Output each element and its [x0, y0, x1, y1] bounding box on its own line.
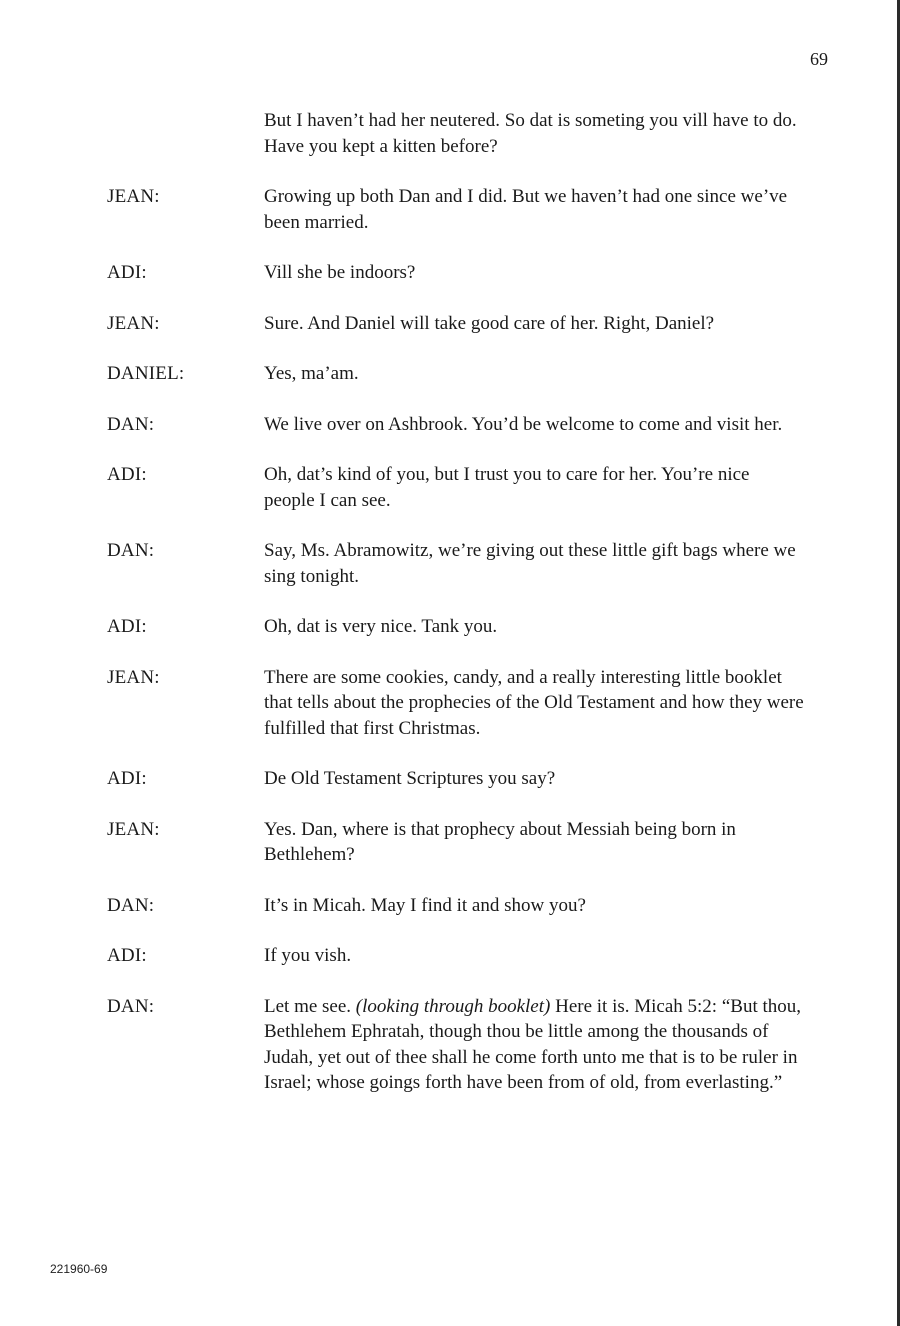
speaker-name: ADI:: [107, 616, 147, 637]
speaker-name: ADI:: [107, 262, 147, 283]
speaker-name: ADI:: [107, 464, 147, 485]
speaker-name: ADI:: [107, 768, 147, 789]
dialogue-line: But I haven’t had her neutered. So dat is someting you vill have to do. Have you kept a kitten before?: [264, 110, 797, 157]
speaker-name: JEAN:: [107, 666, 160, 688]
dialogue-line: Oh, dat’s kind of you, but I trust you to care for her. You’re nice people I can see.: [264, 464, 750, 511]
dialogue-line: [264, 994, 804, 1096]
dialogue-entry: [107, 462, 807, 513]
dialogue-entry: [107, 614, 807, 640]
dialogue-line: Yes, ma’am.: [264, 363, 359, 384]
dialogue-line: De Old Testament Scriptures you say?: [264, 768, 556, 789]
speaker-name: JEAN:: [107, 186, 160, 207]
speaker-name: DAN:: [107, 894, 155, 916]
speaker-name: ADI:: [107, 945, 147, 966]
dialogue-entry: [107, 412, 807, 438]
dialogue-entry: [107, 817, 807, 868]
dialogue-entry: [107, 665, 807, 742]
dialogue-entry: [107, 311, 807, 337]
dialogue-entry: [107, 766, 807, 792]
script-body: [107, 108, 807, 1121]
dialogue-text-before: Let me see.: [264, 995, 356, 1017]
dialogue-line: There are some cookies, candy, and a really interesting little booklet that tells about the prophecies of the Old Testament and how they were fulfilled that first Christmas.: [264, 666, 804, 739]
dialogue-entry: [107, 108, 807, 159]
stage-direction: (looking through booklet): [355, 995, 551, 1017]
dialogue-entry: [107, 361, 807, 387]
dialogue-entry: [107, 943, 807, 969]
dialogue-entry: [107, 538, 807, 589]
speaker-name: JEAN:: [107, 312, 160, 334]
dialogue-line: Say, Ms. Abramowitz, we’re giving out these little gift bags where we sing tonight.: [264, 540, 796, 587]
page-number: 69: [810, 49, 828, 69]
speaker-name: JEAN:: [107, 818, 160, 840]
dialogue-line: We live over on Ashbrook. You’d be welcome to come and visit her.: [264, 413, 783, 435]
footer-code: 221960-69: [50, 1262, 108, 1276]
speaker-name: DAN:: [107, 413, 155, 435]
dialogue-entry: [107, 184, 807, 235]
speaker-name: DANIEL:: [107, 363, 185, 384]
dialogue-line: It’s in Micah. May I find it and show you?: [264, 894, 586, 916]
dialogue-line: Yes. Dan, where is that prophecy about Messiah being born in Bethlehem?: [264, 818, 736, 865]
dialogue-line: Vill she be indoors?: [264, 262, 416, 283]
dialogue-line: Sure. And Daniel will take good care of her. Right, Daniel?: [264, 312, 715, 334]
dialogue-line: Oh, dat is very nice. Tank you.: [264, 616, 498, 637]
dialogue-line: If you vish.: [264, 945, 352, 966]
dialogue-entry: [107, 893, 807, 919]
speaker-name: DAN:: [107, 995, 155, 1017]
dialogue-text-after: Here it is. Micah 5:2: “But thou, Bethlehem Ephratah, though thou be little among the thousands of Judah, yet out of thee shall he come forth unto me that is to be ruler in Israel; whose goings forth have been from of old, from everlasting.”: [264, 995, 801, 1093]
dialogue-entry: [107, 994, 807, 1096]
dialogue-line: Growing up both Dan and I did. But we haven’t had one since we’ve been married.: [264, 186, 788, 233]
speaker-name: DAN:: [107, 540, 155, 561]
dialogue-entry: [107, 260, 807, 286]
